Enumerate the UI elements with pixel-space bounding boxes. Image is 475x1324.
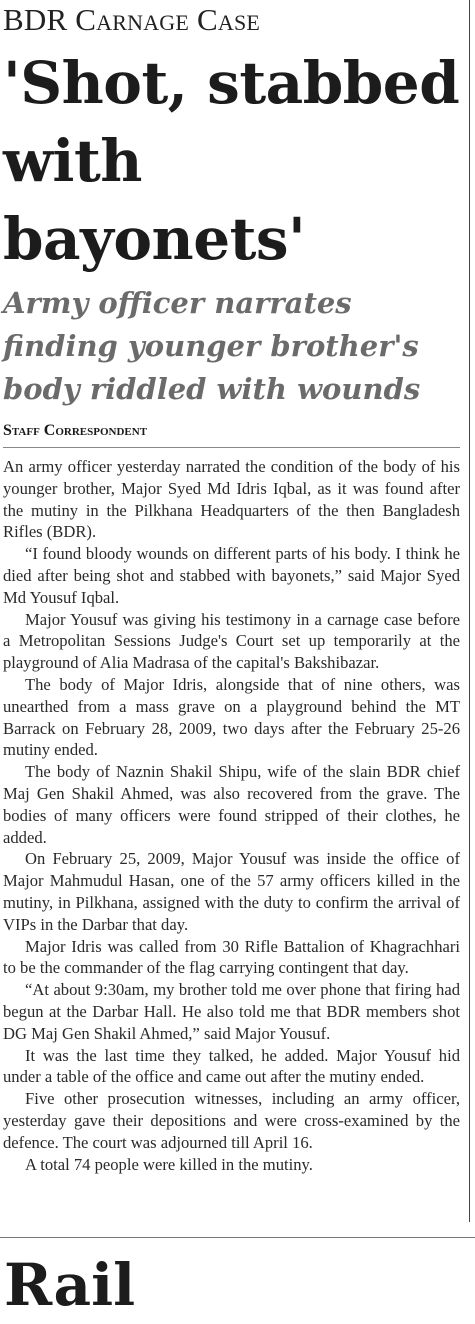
- section-divider: [0, 1237, 475, 1238]
- column-divider: [469, 0, 470, 1222]
- article-paragraph: On February 25, 2009, Major Yousuf was inside the office of Major Mahmudul Hasan, one of the 57 army officers killed in the mutiny, in Pilkhana, assigned with the duty to confirm the arrival of VIPs in the Darbar that day.: [3, 849, 460, 934]
- article-kicker: BDR Carnage Case: [3, 2, 261, 37]
- article-headline: 'Shot, stabbed with bayonets': [3, 49, 460, 273]
- article-paragraph: Major Yousuf was giving his testimony in a carnage case before a Metropolitan Sessions Judge's Court set up temporarily at the playground of Alia Madrasa of the capital's Bakshibazar.: [3, 609, 460, 673]
- article-paragraph: The body of Naznin Shakil Shipu, wife of the slain BDR chief Maj Gen Shakil Ahmed, was also recovered from the grave. The bodies of many officers were found stripped of their clothes, he added.: [3, 762, 460, 847]
- article-body: [3, 456, 460, 1175]
- article-byline: Staff Correspondent: [3, 421, 460, 448]
- article-paragraph: “At about 9:30am, my brother told me over phone that firing had begun at the Darbar Hall. He also told me that BDR members shot DG Maj Gen Shakil Ahmed,” said Major Yousuf.: [3, 980, 460, 1043]
- article-paragraph: Five other prosecution witnesses, including an army officer, yesterday gave their depositions and were cross-examined by the defence. The court was adjourned till April 16.: [3, 1089, 460, 1152]
- article-subheadline: Army officer narrates finding younger brother's body riddled with wounds: [3, 286, 421, 406]
- article-paragraph: A total 74 people were killed in the mutiny.: [25, 1154, 313, 1174]
- next-article-headline: Rail: [4, 1251, 136, 1319]
- article-paragraph: The body of Major Idris, alongside that of nine others, was unearthed from a mass grave on a playground behind the MT Barrack on February 28, 2009, two days after the February 25-26 mutiny ended.: [3, 674, 460, 760]
- article-paragraph: “I found bloody wounds on different parts of his body. I think he died after being shot and stabbed with bayonets,” said Major Syed Md Yousuf Iqbal.: [3, 544, 460, 607]
- article-paragraph: Major Idris was called from 30 Rifle Battalion of Khagrachhari to be the commander of the flag carrying contingent that day.: [3, 936, 460, 978]
- article-paragraph: An army officer yesterday narrated the condition of the body of his younger brother, Major Syed Md Idris Iqbal, as it was found after the mutiny in the Pilkhana Headquarters of the then Bangladesh Rifles (BDR).: [3, 457, 460, 542]
- article-paragraph: It was the last time they talked, he added. Major Yousuf hid under a table of the office and came out after the mutiny ended.: [3, 1045, 460, 1087]
